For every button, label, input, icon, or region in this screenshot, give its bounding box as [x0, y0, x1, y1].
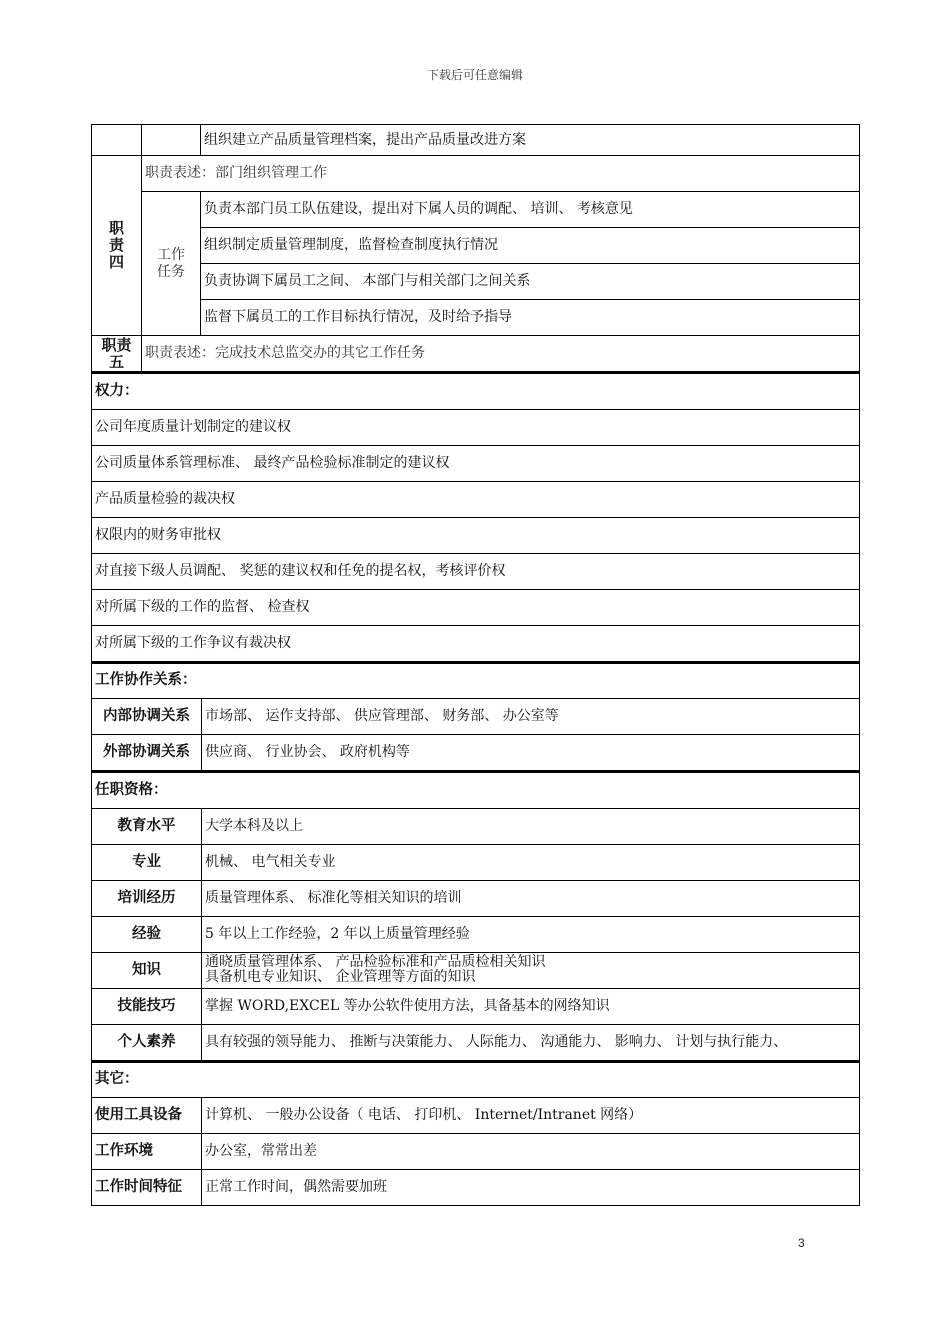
power-table [91, 372, 860, 662]
power-item: 公司质量体系管理标准、 最终产品检验标准制定的建议权 [92, 445, 860, 481]
knowledge-line: 通晓质量管理体系、 产品检验标准和产品质检相关知识 [205, 954, 546, 970]
qualification-label: 个人素养 [92, 1024, 202, 1060]
relations-section-title: 工作协作关系： [92, 663, 860, 699]
duty-task-row: 组织制定质量管理制度，监督检查制度执行情况 [201, 228, 860, 264]
relation-value: 供应商、 行业协会、 政府机构等 [202, 735, 860, 771]
other-table [91, 1061, 860, 1207]
duty4-description: 职责表述：部门组织管理工作 [142, 156, 860, 192]
task-label-line: 任务 [157, 263, 185, 280]
page-number: 3 [798, 1236, 805, 1250]
qualification-label: 知识 [92, 952, 202, 988]
duty4-label-char: 职 [108, 219, 124, 237]
qualification-label: 培训经历 [92, 880, 202, 916]
other-label: 工作时间特征 [92, 1170, 202, 1206]
duty5-description: 职责表述：完成技术总监交办的其它工作任务 [142, 336, 860, 372]
qualification-value [202, 952, 860, 988]
duty4-task-label [142, 192, 201, 336]
power-item: 公司年度质量计划制定的建议权 [92, 409, 860, 445]
other-section-title: 其它： [92, 1062, 860, 1098]
relations-table [91, 662, 860, 772]
qualification-label: 经验 [92, 916, 202, 952]
duty-task-row: 组织建立产品质量管理档案，提出产品质量改进方案 [201, 125, 860, 156]
qualifications-section-title: 任职资格： [92, 772, 860, 808]
duty-label-cell-continued [92, 125, 142, 156]
other-value: 办公室，常常出差 [202, 1134, 860, 1170]
relation-label: 外部协调关系 [92, 735, 202, 771]
duty5-label [92, 336, 142, 372]
duty4-label-char: 责 [108, 236, 124, 254]
duty-task-row: 负责协调下属员工之间、 本部门与相关部门之间关系 [201, 264, 860, 300]
duty4-label [92, 156, 142, 336]
other-value: 正常工作时间，偶然需要加班 [202, 1170, 860, 1206]
qualification-value: 大学本科及以上 [202, 808, 860, 844]
qualification-value: 质量管理体系、 标准化等相关知识的培训 [202, 880, 860, 916]
duty5-label-line: 职责 [101, 335, 132, 354]
power-item: 对所属下级的工作争议有裁决权 [92, 625, 860, 661]
job-description-document [91, 124, 859, 1206]
qualification-label: 教育水平 [92, 808, 202, 844]
power-section-title: 权力： [92, 373, 860, 409]
power-item: 对直接下级人员调配、 奖惩的建议权和任免的提名权，考核评价权 [92, 553, 860, 589]
other-value: 计算机、 一般办公设备（ 电话、 打印机、 Internet/Intranet 网络） [202, 1098, 860, 1134]
duty-task-row: 负责本部门员工队伍建设，提出对下属人员的调配、 培训、 考核意见 [201, 192, 860, 228]
power-item: 权限内的财务审批权 [92, 517, 860, 553]
page-header: 下载后可任意编辑 [426, 68, 523, 82]
other-label: 工作环境 [92, 1134, 202, 1170]
duty5-label-line: 五 [108, 352, 124, 371]
task-label-line: 工作 [157, 246, 185, 263]
knowledge-line: 具备机电专业知识、 企业管理等方面的知识 [205, 969, 476, 985]
qualification-value: 机械、 电气相关专业 [202, 844, 860, 880]
relation-value: 市场部、 运作支持部、 供应管理部、 财务部、 办公室等 [202, 699, 860, 735]
duty-task-row: 监督下属员工的工作目标执行情况，及时给予指导 [201, 300, 860, 336]
qualification-value: 具有较强的领导能力、 推断与决策能力、 人际能力、 沟通能力、 影响力、 计划与执行能力、 [202, 1024, 860, 1060]
task-label-cell-continued [142, 125, 201, 156]
qualifications-table [91, 771, 860, 1061]
qualification-value: 掌握 WORD,EXCEL 等办公软件使用方法，具备基本的网络知识 [202, 988, 860, 1024]
qualification-label: 专业 [92, 844, 202, 880]
qualification-value: 5 年以上工作经验，2 年以上质量管理经验 [202, 916, 860, 952]
relation-label: 内部协调关系 [92, 699, 202, 735]
qualification-label: 技能技巧 [92, 988, 202, 1024]
duties-table [91, 124, 860, 372]
other-label: 使用工具设备 [92, 1098, 202, 1134]
power-item: 产品质量检验的裁决权 [92, 481, 860, 517]
duty4-label-char: 四 [108, 253, 124, 271]
power-item: 对所属下级的工作的监督、 检查权 [92, 589, 860, 625]
